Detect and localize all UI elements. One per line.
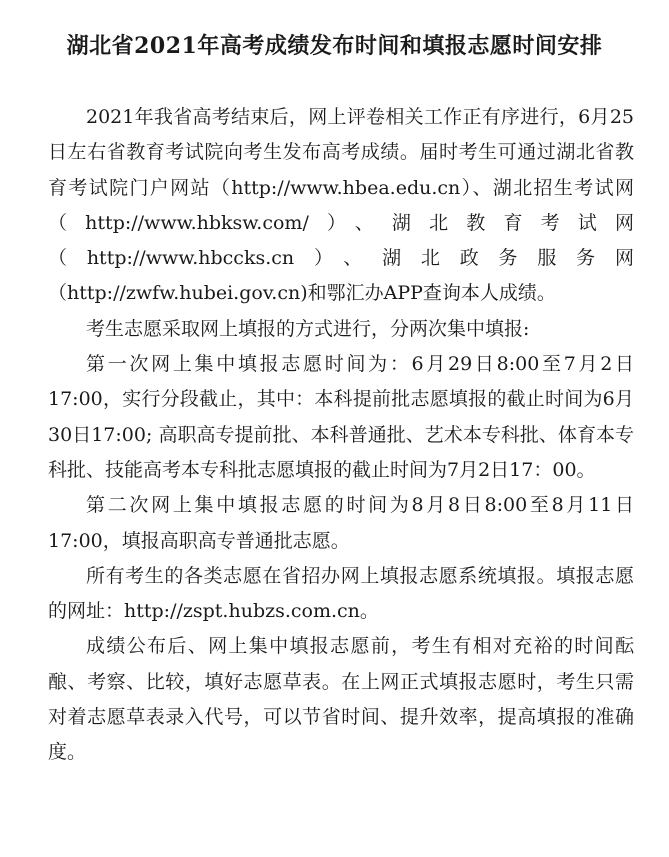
paragraph-score-release: 2021年我省高考结束后，网上评卷相关工作正有序进行，6月25日左右省教育考试院向考生发布高考成绩。届时考生可通过湖北省教育考试院门户网站（http://www.hbea.edu.cn）、湖北招生考试网（http://www.hbksw.com/）、湖北教育考试网（http://www.hbccks.cn）、湖北政务服务网（http://zwfw.hubei.gov.cn)和鄂汇办APP查询本人成绩。 — [48, 106, 634, 305]
paragraph-second-round: 第二次网上集中填报志愿的时间为8月8日8:00至8月11日17:00，填报高职高专普通批志愿。 — [48, 494, 634, 552]
document-title: 湖北省2021年高考成绩发布时间和填报志愿时间安排 — [66, 33, 603, 59]
paragraph-filling-website: 所有考生的各类志愿在省招办网上填报志愿系统填报。填报志愿的网址：http://zspt.hubzs.com.cn。 — [48, 564, 634, 623]
paragraph-advice: 成绩公布后、网上集中填报志愿前，考生有相对充裕的时间酝酿、考察、比较，填好志愿草表。在上网正式填报志愿时，考生只需对着志愿草表录入代号，可以节省时间、提升效率，提高填报的准确度。 — [48, 635, 634, 764]
paragraph-first-round: 第一次网上集中填报志愿时间为：6月29日8:00至7月2日17:00，实行分段截止，其中：本科提前批志愿填报的截止时间为6月30日17:00; 高职高专提前批、本科普通批、艺术本专科批、体育本专科批、技能高考本专科批志愿填报的截止时间为7月2日17：00。 — [48, 353, 634, 481]
document-body — [48, 100, 634, 771]
paragraph-filling-method: 考生志愿采取网上填报的方式进行，分两次集中填报: — [86, 317, 530, 340]
